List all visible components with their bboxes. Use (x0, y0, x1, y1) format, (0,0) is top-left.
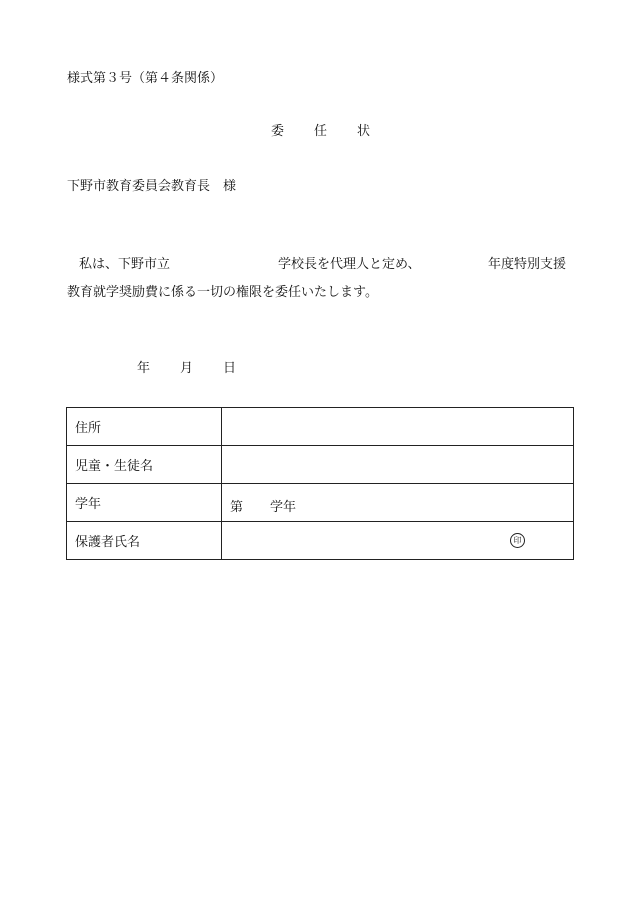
address-label: 住所 (67, 408, 222, 446)
table-row-grade (67, 484, 574, 522)
guardian-name-label: 保護者氏名 (67, 522, 222, 560)
grade-label: 学年 (67, 484, 222, 522)
date-year-label: 年 (137, 361, 151, 376)
grade-suffix: 学年 (270, 500, 297, 515)
addressee: 下野市教育委員会教育長 様 (67, 179, 237, 194)
title-char-2: 任 (314, 124, 328, 139)
body-text-b: 学校長を代理人と定め、 (278, 257, 421, 272)
guardian-name-field[interactable] (222, 522, 574, 560)
date-month-label: 月 (180, 361, 194, 376)
student-name-field[interactable] (222, 446, 574, 484)
date-line (67, 362, 267, 376)
body-text-c: 年度特別支援 (488, 257, 567, 272)
address-field[interactable] (222, 408, 574, 446)
body-line-1 (67, 258, 573, 272)
body-line-2: 教育就学奨励費に係る一切の権限を委任いたします。 (67, 285, 378, 300)
body-text-a: 私は、下野市立 (79, 257, 171, 272)
table-row-guardian-name (67, 522, 574, 560)
info-table (66, 407, 574, 560)
date-day-label: 日 (223, 361, 237, 376)
student-name-label: 児童・生徒名 (67, 446, 222, 484)
table-row-student-name (67, 446, 574, 484)
grade-field[interactable] (222, 484, 574, 522)
form-number: 様式第３号（第４条関係） (67, 71, 224, 86)
title-char-3: 状 (357, 124, 371, 139)
document-title (271, 125, 370, 138)
seal-icon: 印 (510, 533, 525, 548)
grade-prefix: 第 (230, 500, 244, 515)
title-char-1: 委 (271, 124, 285, 139)
table-row-address (67, 408, 574, 446)
